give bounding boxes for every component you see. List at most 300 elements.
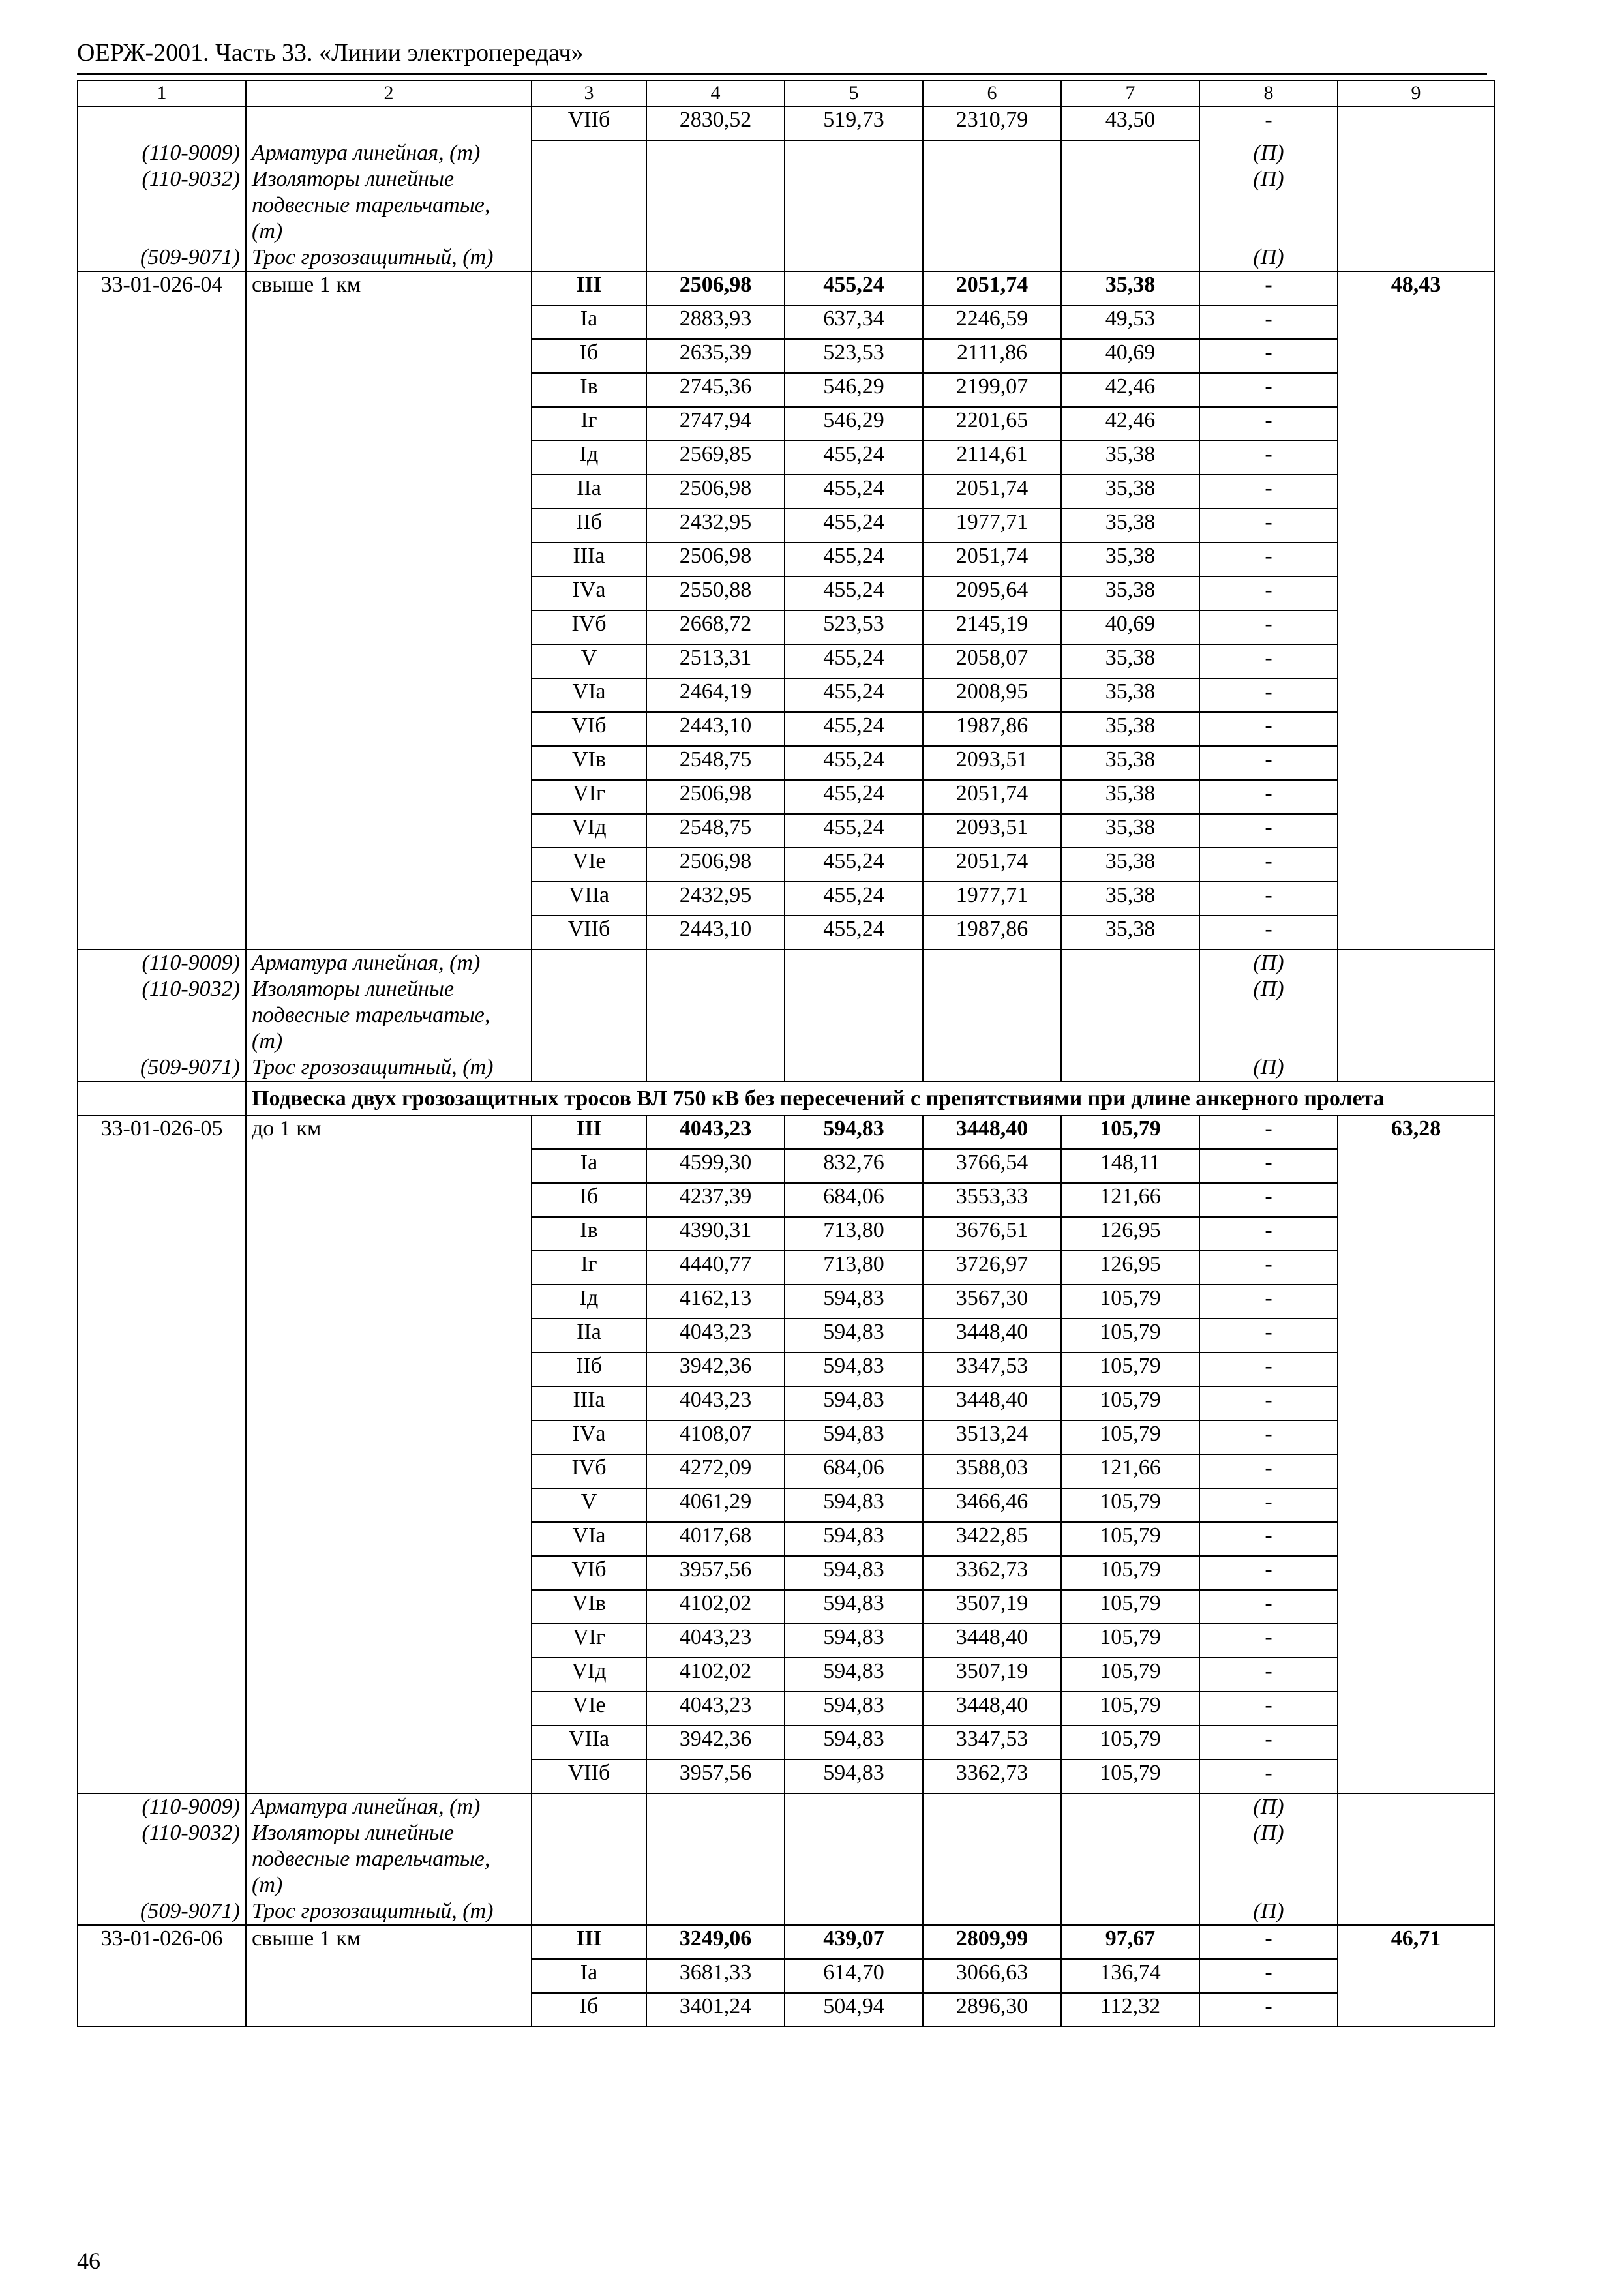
value-cell: - [1199, 1251, 1338, 1285]
zone-cell: VIд [532, 1658, 646, 1692]
empty-cell [78, 1081, 246, 1115]
value-cell: - [1199, 916, 1338, 950]
value-cell: 455,24 [785, 780, 923, 814]
value-cell: - [1199, 1420, 1338, 1454]
value-cell: 3507,19 [923, 1658, 1061, 1692]
value-cell: 2145,19 [923, 610, 1061, 644]
value-cell: 4390,31 [646, 1217, 785, 1251]
value-cell: 105,79 [1061, 1353, 1199, 1386]
empty-cell [1061, 1820, 1199, 1898]
empty-cell [785, 976, 923, 1055]
zone-cell: Iг [532, 1251, 646, 1285]
zone-cell: Iв [532, 373, 646, 407]
value-cell: 43,50 [1061, 106, 1199, 140]
resource-code: (509-9071) [78, 1055, 246, 1081]
section-title: Подвеска двух грозозащитных тросов ВЛ 750 кВ без пересечений с препятствиями при длине анкерного пролета [246, 1081, 1494, 1115]
resource-mark: (П) [1199, 1898, 1338, 1925]
value-cell: 35,38 [1061, 576, 1199, 610]
resource-row [78, 1820, 1494, 1898]
value-cell: 4061,29 [646, 1488, 785, 1522]
column-number: 9 [1338, 80, 1494, 106]
empty-cell [1338, 245, 1494, 271]
value-cell: 2506,98 [646, 475, 785, 509]
value-cell: 3726,97 [923, 1251, 1061, 1285]
column-number: 3 [532, 80, 646, 106]
value-cell: 594,83 [785, 1692, 923, 1726]
value-cell: 594,83 [785, 1420, 923, 1454]
zone-cell: IIа [532, 1319, 646, 1353]
value-cell: 35,38 [1061, 916, 1199, 950]
value-cell: 3676,51 [923, 1217, 1061, 1251]
zone-cell: Iб [532, 1993, 646, 2027]
zone-cell: Iд [532, 1285, 646, 1319]
empty-cell [923, 140, 1061, 166]
header-rule [77, 73, 1487, 75]
value-cell: - [1199, 780, 1338, 814]
zone-cell: VIв [532, 746, 646, 780]
resource-mark: (П) [1199, 950, 1338, 976]
rate-name: до 1 км [246, 1115, 532, 1793]
value-cell: 3553,33 [923, 1183, 1061, 1217]
value-cell: 2506,98 [646, 780, 785, 814]
empty-cell [923, 1898, 1061, 1925]
total-cell: 46,71 [1338, 1925, 1494, 2027]
value-cell: 3513,24 [923, 1420, 1061, 1454]
value-cell: 3448,40 [923, 1319, 1061, 1353]
value-cell: 594,83 [785, 1658, 923, 1692]
value-cell: 105,79 [1061, 1624, 1199, 1658]
value-cell: 713,80 [785, 1251, 923, 1285]
empty-cell [646, 140, 785, 166]
zone-cell: VIг [532, 1624, 646, 1658]
value-cell: 3347,53 [923, 1353, 1061, 1386]
zone-cell: V [532, 1488, 646, 1522]
empty-cell [785, 245, 923, 271]
value-cell: - [1199, 441, 1338, 475]
value-cell: 2246,59 [923, 305, 1061, 339]
empty-cell [532, 950, 646, 976]
value-cell: 2432,95 [646, 882, 785, 916]
value-cell: 439,07 [785, 1925, 923, 1959]
resource-mark: (П) [1199, 976, 1338, 1055]
value-cell: 2114,61 [923, 441, 1061, 475]
zone-cell: IVб [532, 1454, 646, 1488]
empty-cell [785, 1055, 923, 1081]
value-cell: 105,79 [1061, 1658, 1199, 1692]
value-cell: 455,24 [785, 271, 923, 305]
value-cell: 2051,74 [923, 848, 1061, 882]
empty-cell [785, 950, 923, 976]
value-cell: 455,24 [785, 712, 923, 746]
value-cell: 112,32 [1061, 1993, 1199, 2027]
value-cell: 42,46 [1061, 407, 1199, 441]
empty-cell [785, 1820, 923, 1898]
empty-cell [923, 1820, 1061, 1898]
zone-cell: III [532, 1925, 646, 1959]
value-cell: 594,83 [785, 1285, 923, 1319]
value-cell: 455,24 [785, 746, 923, 780]
value-cell: 4272,09 [646, 1454, 785, 1488]
value-cell: 3567,30 [923, 1285, 1061, 1319]
value-cell: 40,69 [1061, 339, 1199, 373]
rate-name: свыше 1 км [246, 1925, 532, 2027]
value-cell: - [1199, 1319, 1338, 1353]
resource-row [78, 140, 1494, 166]
resource-mark: (П) [1199, 140, 1338, 166]
code-cell [78, 106, 246, 140]
zone-cell: VIб [532, 712, 646, 746]
zone-cell: IIб [532, 1353, 646, 1386]
resource-name: Изоляторы линейные подвесные тарельчатые, (т) [246, 976, 532, 1055]
zone-cell: IIа [532, 475, 646, 509]
value-cell: 3401,24 [646, 1993, 785, 2027]
column-number: 1 [78, 80, 246, 106]
zone-cell: Iб [532, 339, 646, 373]
value-cell: 4237,39 [646, 1183, 785, 1217]
value-cell: 3466,46 [923, 1488, 1061, 1522]
value-cell: 3066,63 [923, 1959, 1061, 1993]
zone-cell: IIб [532, 509, 646, 543]
value-cell: 3588,03 [923, 1454, 1061, 1488]
resource-code: (110-9009) [78, 140, 246, 166]
value-cell: 105,79 [1061, 1386, 1199, 1420]
value-cell: 42,46 [1061, 373, 1199, 407]
value-cell: 3957,56 [646, 1556, 785, 1590]
value-cell: - [1199, 712, 1338, 746]
empty-cell [532, 140, 646, 166]
value-cell: 2058,07 [923, 644, 1061, 678]
empty-cell [1061, 976, 1199, 1055]
value-cell: 4017,68 [646, 1522, 785, 1556]
zone-cell: Iа [532, 1149, 646, 1183]
value-cell: 4599,30 [646, 1149, 785, 1183]
column-number: 7 [1061, 80, 1199, 106]
value-cell: 35,38 [1061, 644, 1199, 678]
empty-cell [1338, 1898, 1494, 1925]
zone-cell: VIе [532, 848, 646, 882]
value-cell: 35,38 [1061, 814, 1199, 848]
rate-name: свыше 1 км [246, 271, 532, 950]
table-row [78, 1925, 1494, 1959]
value-cell: 594,83 [785, 1353, 923, 1386]
value-cell: 2830,52 [646, 106, 785, 140]
zone-cell: IVб [532, 610, 646, 644]
value-cell: 35,38 [1061, 475, 1199, 509]
value-cell: 4108,07 [646, 1420, 785, 1454]
value-cell: 455,24 [785, 814, 923, 848]
resource-mark: (П) [1199, 245, 1338, 271]
zone-cell: IIIа [532, 543, 646, 576]
value-cell: 126,95 [1061, 1217, 1199, 1251]
empty-cell [646, 950, 785, 976]
zone-cell: III [532, 271, 646, 305]
value-cell: 2093,51 [923, 746, 1061, 780]
value-cell: 2569,85 [646, 441, 785, 475]
value-cell: 121,66 [1061, 1183, 1199, 1217]
value-cell: 455,24 [785, 644, 923, 678]
value-cell: - [1199, 1959, 1338, 1993]
value-cell: 2506,98 [646, 271, 785, 305]
zone-cell: Iа [532, 305, 646, 339]
value-cell: 594,83 [785, 1522, 923, 1556]
empty-cell [1061, 245, 1199, 271]
value-cell: 4043,23 [646, 1624, 785, 1658]
value-cell: 1987,86 [923, 916, 1061, 950]
value-cell: 594,83 [785, 1624, 923, 1658]
value-cell: 4440,77 [646, 1251, 785, 1285]
zone-cell: VIв [532, 1590, 646, 1624]
value-cell: 105,79 [1061, 1692, 1199, 1726]
value-cell: 455,24 [785, 543, 923, 576]
section-title-row [78, 1081, 1494, 1115]
zone-cell: IVа [532, 1420, 646, 1454]
empty-cell [1061, 140, 1199, 166]
value-cell: 2506,98 [646, 848, 785, 882]
value-cell: 136,74 [1061, 1959, 1199, 1993]
resource-name: Арматура линейная, (т) [246, 1793, 532, 1820]
value-cell: 35,38 [1061, 678, 1199, 712]
value-cell: 2548,75 [646, 814, 785, 848]
value-cell: 523,53 [785, 610, 923, 644]
value-cell: 3448,40 [923, 1624, 1061, 1658]
empty-cell [646, 1793, 785, 1820]
value-cell: - [1199, 1759, 1338, 1793]
value-cell: 3448,40 [923, 1692, 1061, 1726]
resource-mark: (П) [1199, 1055, 1338, 1081]
value-cell: 3942,36 [646, 1353, 785, 1386]
value-cell: 148,11 [1061, 1149, 1199, 1183]
value-cell: 455,24 [785, 916, 923, 950]
value-cell: 2550,88 [646, 576, 785, 610]
value-cell: 594,83 [785, 1590, 923, 1624]
value-cell: 35,38 [1061, 746, 1199, 780]
value-cell: - [1199, 1692, 1338, 1726]
value-cell: 3507,19 [923, 1590, 1061, 1624]
value-cell: - [1199, 1726, 1338, 1759]
value-cell: 2745,36 [646, 373, 785, 407]
value-cell: 126,95 [1061, 1251, 1199, 1285]
value-cell: - [1199, 1353, 1338, 1386]
name-cell [246, 106, 532, 140]
resource-name: Изоляторы линейные подвесные тарельчатые, (т) [246, 166, 532, 245]
empty-cell [646, 976, 785, 1055]
empty-cell [923, 976, 1061, 1055]
value-cell: 2310,79 [923, 106, 1061, 140]
value-cell: 713,80 [785, 1217, 923, 1251]
value-cell: 35,38 [1061, 848, 1199, 882]
value-cell: 504,94 [785, 1993, 923, 2027]
value-cell: 455,24 [785, 475, 923, 509]
total-cell: 63,28 [1338, 1115, 1494, 1793]
value-cell: - [1199, 1993, 1338, 2027]
resource-code: (110-9032) [78, 166, 246, 245]
value-cell: 35,38 [1061, 882, 1199, 916]
value-cell: 832,76 [785, 1149, 923, 1183]
value-cell: 2093,51 [923, 814, 1061, 848]
value-cell: 455,24 [785, 509, 923, 543]
page-header: ОЕРЖ-2001. Часть 33. «Линии электропередач» [77, 39, 584, 67]
value-cell: 35,38 [1061, 441, 1199, 475]
value-cell: - [1199, 509, 1338, 543]
empty-cell [1061, 1793, 1199, 1820]
value-cell: 594,83 [785, 1115, 923, 1149]
value-cell: 684,06 [785, 1183, 923, 1217]
empty-cell [646, 1898, 785, 1925]
value-cell: 2635,39 [646, 339, 785, 373]
zone-cell: VIа [532, 678, 646, 712]
value-cell: - [1199, 882, 1338, 916]
value-cell: - [1199, 106, 1338, 140]
value-cell: 3957,56 [646, 1759, 785, 1793]
value-cell: 3766,54 [923, 1149, 1061, 1183]
zone-cell: VIIа [532, 1726, 646, 1759]
value-cell: 2201,65 [923, 407, 1061, 441]
resource-name: Арматура линейная, (т) [246, 140, 532, 166]
value-cell: 546,29 [785, 407, 923, 441]
value-cell: - [1199, 610, 1338, 644]
empty-cell [1338, 166, 1494, 245]
resource-code: (509-9071) [78, 245, 246, 271]
value-cell: - [1199, 475, 1338, 509]
resource-code: (110-9032) [78, 976, 246, 1055]
empty-cell [1061, 166, 1199, 245]
value-cell: 3362,73 [923, 1759, 1061, 1793]
empty-cell [532, 1820, 646, 1898]
value-cell: 105,79 [1061, 1319, 1199, 1353]
value-cell: - [1199, 1556, 1338, 1590]
value-cell: 3362,73 [923, 1556, 1061, 1590]
value-cell: 2051,74 [923, 780, 1061, 814]
zone-cell: Iб [532, 1183, 646, 1217]
value-cell: - [1199, 543, 1338, 576]
value-cell: 1977,71 [923, 509, 1061, 543]
value-cell: 2095,64 [923, 576, 1061, 610]
value-cell: 2747,94 [646, 407, 785, 441]
empty-cell [785, 1793, 923, 1820]
column-number-row [78, 80, 1494, 106]
value-cell: 455,24 [785, 576, 923, 610]
empty-cell [532, 1055, 646, 1081]
empty-cell [1338, 140, 1494, 166]
value-cell: 105,79 [1061, 1285, 1199, 1319]
resource-row [78, 1055, 1494, 1081]
value-cell: 2668,72 [646, 610, 785, 644]
value-cell: 2432,95 [646, 509, 785, 543]
resource-mark: (П) [1199, 1793, 1338, 1820]
value-cell: 523,53 [785, 339, 923, 373]
rates-table [77, 80, 1495, 2027]
empty-cell [923, 1055, 1061, 1081]
value-cell: - [1199, 644, 1338, 678]
zone-cell: VIIб [532, 1759, 646, 1793]
empty-cell [532, 1898, 646, 1925]
value-cell: 2199,07 [923, 373, 1061, 407]
value-cell: 2883,93 [646, 305, 785, 339]
zone-cell: IIIа [532, 1386, 646, 1420]
value-cell: 1987,86 [923, 712, 1061, 746]
rate-code: 33-01-026-05 [78, 1115, 246, 1793]
resource-code: (110-9009) [78, 950, 246, 976]
value-cell: 2051,74 [923, 543, 1061, 576]
column-number: 6 [923, 80, 1061, 106]
zone-cell: VIIб [532, 106, 646, 140]
value-cell: - [1199, 1183, 1338, 1217]
value-cell: 4043,23 [646, 1115, 785, 1149]
value-cell: 35,38 [1061, 780, 1199, 814]
value-cell: 105,79 [1061, 1115, 1199, 1149]
total-cell: 48,43 [1338, 271, 1494, 950]
resource-name: Трос грозозащитный, (т) [246, 1055, 532, 1081]
table-row [78, 106, 1494, 140]
zone-cell: VIб [532, 1556, 646, 1590]
value-cell: 684,06 [785, 1454, 923, 1488]
zone-cell: VIд [532, 814, 646, 848]
value-cell: - [1199, 1488, 1338, 1522]
zone-cell: Iг [532, 407, 646, 441]
zone-cell: V [532, 644, 646, 678]
value-cell: 2443,10 [646, 916, 785, 950]
value-cell: - [1199, 678, 1338, 712]
empty-cell [1338, 950, 1494, 976]
resource-code: (509-9071) [78, 1898, 246, 1925]
value-cell: - [1199, 271, 1338, 305]
value-cell: 2809,99 [923, 1925, 1061, 1959]
resource-mark: (П) [1199, 166, 1338, 245]
value-cell: 105,79 [1061, 1556, 1199, 1590]
value-cell: 121,66 [1061, 1454, 1199, 1488]
value-cell: - [1199, 814, 1338, 848]
value-cell: 594,83 [785, 1556, 923, 1590]
value-cell: 2443,10 [646, 712, 785, 746]
empty-cell [923, 245, 1061, 271]
value-cell: - [1199, 1454, 1338, 1488]
value-cell: 4043,23 [646, 1319, 785, 1353]
zone-cell: VIа [532, 1522, 646, 1556]
empty-cell [1338, 976, 1494, 1055]
table-row [78, 1115, 1494, 1149]
value-cell: - [1199, 1115, 1338, 1149]
value-cell: 2513,31 [646, 644, 785, 678]
value-cell: - [1199, 1522, 1338, 1556]
empty-cell [646, 166, 785, 245]
column-number: 5 [785, 80, 923, 106]
value-cell: 105,79 [1061, 1420, 1199, 1454]
column-number: 8 [1199, 80, 1338, 106]
empty-cell [923, 166, 1061, 245]
value-cell: 594,83 [785, 1386, 923, 1420]
empty-cell [1061, 1898, 1199, 1925]
column-number: 2 [246, 80, 532, 106]
empty-cell [785, 1898, 923, 1925]
table-row [78, 271, 1494, 305]
zone-cell: VIе [532, 1692, 646, 1726]
value-cell: 105,79 [1061, 1488, 1199, 1522]
resource-code: (110-9032) [78, 1820, 246, 1898]
empty-cell [532, 1793, 646, 1820]
zone-cell: VIIа [532, 882, 646, 916]
value-cell: 3942,36 [646, 1726, 785, 1759]
empty-cell [646, 1055, 785, 1081]
empty-cell [1061, 1055, 1199, 1081]
resource-row [78, 1898, 1494, 1925]
empty-cell [532, 245, 646, 271]
rate-code: 33-01-026-06 [78, 1925, 246, 2027]
value-cell: 455,24 [785, 882, 923, 916]
column-number: 4 [646, 80, 785, 106]
value-cell: 3249,06 [646, 1925, 785, 1959]
value-cell: - [1199, 848, 1338, 882]
zone-cell: Iа [532, 1959, 646, 1993]
